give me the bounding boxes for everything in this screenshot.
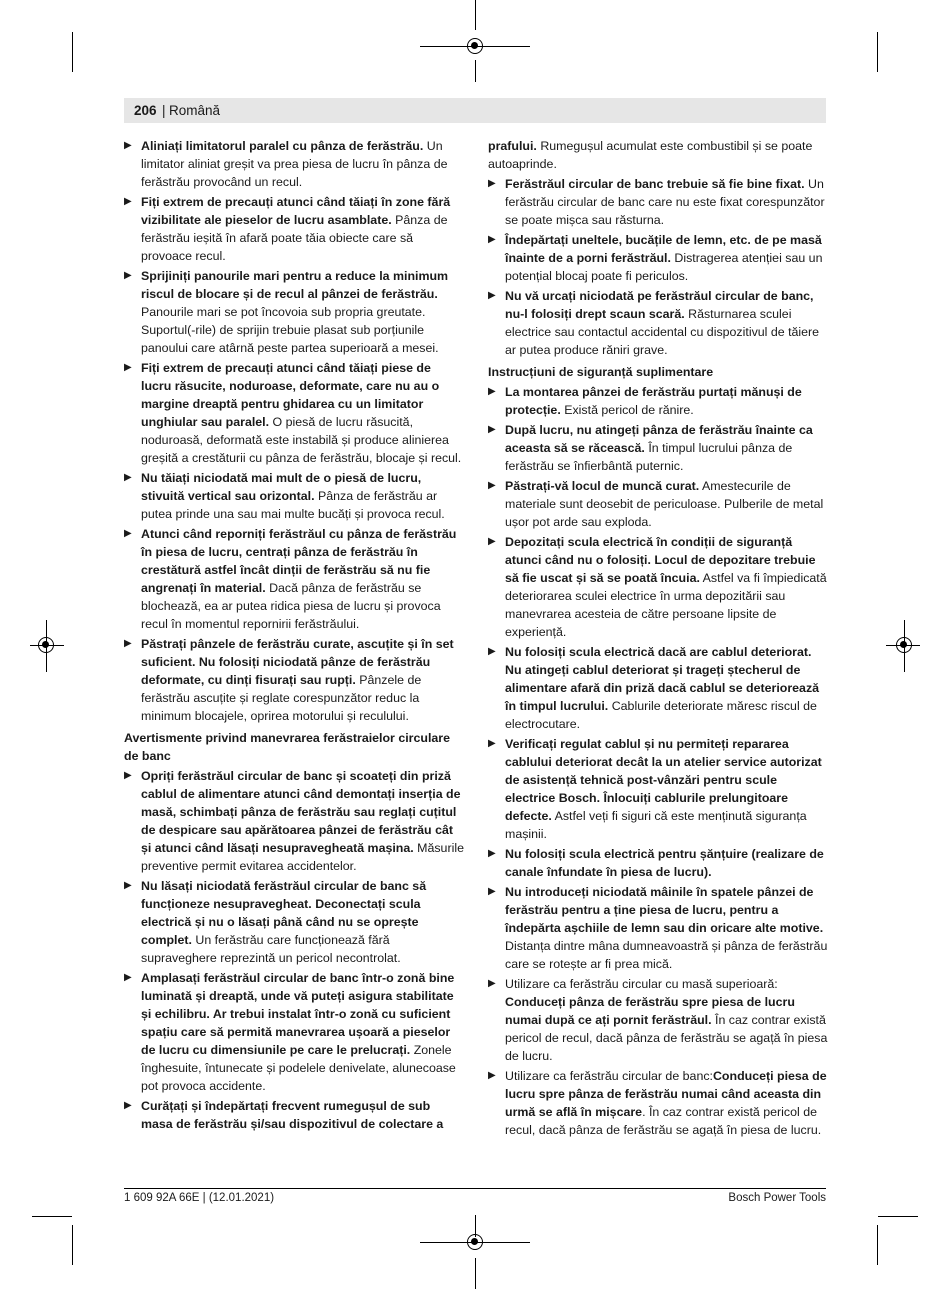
item-bold-text: Nu folosiți scula electrică dacă are cablul deteriorat. Nu atingeți cablul deteriorat și trageți ștecherul de alimentare afară din priză dacă cablul se deteriorează în timpul lucrului. [505, 645, 820, 713]
item-bold-text: Verificați regulat cablul și nu permiteți repararea cablului deteriorat decât la un atelier service autorizat de asistență tehnică post-vânzări pentru scule electrice Bosch. Înlocuiți cablurile prelungitoare defecte. [505, 737, 822, 823]
bullet-item [488, 975, 828, 1065]
item-text: Distanța dintre mâna dumneavoastră și pânza de ferăstrău care se rotește ar fi prea mică. [505, 939, 828, 971]
bullet-item [488, 421, 828, 475]
item-text: În timpul lucrului pânza de ferăstrău se înfierbântă puternic. [505, 441, 793, 473]
registration-mark-icon [896, 637, 912, 653]
item-bold-text: Depozitați scula electrică în condiții de siguranță atunci când nu o folosiți. Locul de depozitare trebuie să fie uscat și să se poată încuia. [505, 535, 816, 585]
bullet-arrow-icon: ▶ [124, 472, 132, 483]
item-bold-text: Nu introduceți niciodată mâinile în spatele pânzei de ferăstrău pentru a ține piesa de lucru, pentru a îndepărta așchiile de lemn sau din oricare alte motive. [505, 885, 824, 935]
header-separator: | [162, 103, 166, 118]
footer-doc-id: 1 609 92A 66E | (12.01.2021) [124, 1192, 275, 1204]
item-bold-text: După lucru, nu atingeți pânza de ferăstrău înainte ca aceasta să se răcească. [505, 423, 813, 455]
bullet-item [488, 287, 828, 359]
page-header [124, 98, 826, 123]
continued-paragraph [488, 137, 828, 173]
item-text: Măsurile preventive permit evitarea accidentelor. [141, 841, 464, 873]
bullet-item [124, 469, 464, 523]
bullet-arrow-icon: ▶ [488, 1070, 496, 1081]
item-bold-text: Atunci când reporniți ferăstrăul cu pânza de ferăstrău în piesa de lucru, centrați pânza de ferăstrău în crestătură astfel încât dinții de ferăstrău să nu fie angrenați în material. [141, 527, 457, 595]
bullet-arrow-icon: ▶ [488, 738, 496, 749]
bullet-item [124, 137, 464, 191]
bullet-arrow-icon: ▶ [488, 386, 496, 397]
item-bold-text: prafului. [488, 139, 537, 153]
bullet-arrow-icon: ▶ [124, 972, 132, 983]
item-bold-text: Păstrați pânzele de ferăstrău curate, ascuțite și în set suficient. Nu folosiți niciodată pânze de ferăstrău deformate, cu dinți fisurați sau rupți. [141, 637, 454, 687]
item-prefix: Utilizare ca ferăstrău circular cu masă superioară: [505, 977, 778, 991]
item-text: Zonele înghesuite, întunecate și podelele denivelate, alunecoase pot provoca accidente. [141, 1043, 456, 1093]
item-bold-text: Fiți extrem de precauți atunci când tăiați în zone fără vizibilitate ale pieselor de lucru asamblate. [141, 195, 451, 227]
item-text: . În caz contrar există pericol de recul, dacă pânza de ferăstrău se agață în piesa de lucru. [505, 1105, 822, 1137]
item-text: Dacă pânza de ferăstrău se blochează, ea ar putea ridica piesa de lucru și provoca recul în momentul repornirii ferăstrăului. [141, 581, 441, 631]
bullet-arrow-icon: ▶ [488, 886, 496, 897]
bullet-arrow-icon: ▶ [124, 880, 132, 891]
item-text: Panourile mari se pot încovoia sub propria greutate. Suportul(-rile) de sprijin trebuie plasat sub porțiunile panoului care atârnă peste partea superioară a mesei. [141, 305, 439, 355]
item-text: Astfel va fi împiedicată deteriorarea sculei electrice în urma depozitării sau manevrarea acesteia de către persoane lipsite de experiență. [505, 571, 827, 639]
crop-mark [877, 1225, 878, 1265]
crop-mark [475, 1258, 476, 1289]
bullet-item [124, 267, 464, 357]
item-text: Un limitator aliniat greșit va prea piesa de lucru în pânza de ferăstrău provocând un recul. [141, 139, 448, 189]
item-text: În caz contrar există pericol de recul, dacă pânza de ferăstrău se agață în piesa de lucru. [505, 1013, 828, 1063]
bullet-arrow-icon: ▶ [124, 1100, 132, 1111]
item-text: Un ferăstrău circular de banc care nu este fixat corespunzător se poate mișca sau răsturna. [505, 177, 825, 227]
item-text: Pânza de ferăstrău ieșită în afară poate tăia obiecte care să provoace recul. [141, 213, 448, 263]
bullet-item [488, 533, 828, 641]
item-text: Pânza de ferăstrău ar putea prinde una sau mai multe bucăți și provoca recul. [141, 489, 445, 521]
item-bold-text: Opriți ferăstrăul circular de banc și scoateți din priză cablul de alimentare atunci când demontați inserția de masă, schimbați pânza de ferăstrău sau reglați cuțitul de despicare sau apărătoarea pânzei de ferăstrău cât și atunci când lăsați nesupravegheată mașina. [141, 769, 461, 855]
registration-mark-icon [467, 38, 483, 54]
bullet-item [124, 525, 464, 633]
bullet-item [124, 877, 464, 967]
item-text: Distragerea atenției sau un potențial blocaj poate fi periculos. [505, 251, 823, 283]
crop-mark [475, 60, 476, 82]
item-bold-text: La montarea pânzei de ferăstrău purtați mănuși de protecție. [505, 385, 802, 417]
bullet-arrow-icon: ▶ [488, 848, 496, 859]
footer-rule [124, 1188, 826, 1189]
item-bold-text: Amplasați ferăstrăul circular de banc într-o zonă bine luminată și dreaptă, unde vă puteți asigura stabilitate și echilibru. Ar trebui instalat într-o zonă cu suficient spațiu care să permită manevrarea ușoară a pieselor de lucru cu dimensiunile pe care le prelucrați. [141, 971, 455, 1057]
bullet-arrow-icon: ▶ [124, 362, 132, 373]
bullet-item [488, 477, 828, 531]
item-text: Pânzele de ferăstrău ascuțite și reglate corespunzător reduc la minimum blocajele, oprirea motorului și reculului. [141, 673, 422, 723]
bullet-item [488, 1067, 828, 1139]
bullet-arrow-icon: ▶ [124, 196, 132, 207]
header-language: Română [169, 103, 221, 118]
bullet-arrow-icon: ▶ [488, 424, 496, 435]
item-bold-text: Ferăstrăul circular de banc trebuie să fie bine fixat. [505, 177, 805, 191]
bullet-item [124, 193, 464, 265]
bullet-arrow-icon: ▶ [488, 536, 496, 547]
item-text: Răsturnarea sculei electrice sau contactul accidental cu dispozitivul de tăiere ar putea produce răniri grave. [505, 307, 820, 357]
bullet-arrow-icon: ▶ [124, 140, 132, 151]
item-bold-text: Nu lăsați niciodată ferăstrăul circular de banc să funcționeze nesupravegheat. Deconectați scula electrică și nu o lăsați până când nu se oprește complet. [141, 879, 427, 947]
bullet-arrow-icon: ▶ [488, 290, 496, 301]
bullet-arrow-icon: ▶ [488, 480, 496, 491]
bullet-arrow-icon: ▶ [124, 528, 132, 539]
bullet-item [488, 883, 828, 973]
bullet-item [488, 383, 828, 419]
item-text: Astfel veți fi siguri că este menținută siguranța mașinii. [505, 809, 807, 841]
bullet-arrow-icon: ▶ [124, 638, 132, 649]
item-text: Cablurile deteriorate măresc riscul de electrocutare. [505, 699, 817, 731]
bullet-item [124, 359, 464, 467]
crop-mark [878, 1216, 918, 1217]
item-bold-text: Îndepărtați uneltele, bucățile de lemn, etc. de pe masă înainte de a porni ferăstrăul. [505, 233, 822, 265]
item-bold-text: Nu folosiți scula electrică pentru șănțuire (realizare de canale înfundate în piesa de lucru). [505, 847, 824, 879]
bullet-item [488, 643, 828, 733]
item-bold-text: Aliniați limitatorul paralel cu pânza de ferăstrău. [141, 139, 424, 153]
bullet-arrow-icon: ▶ [488, 178, 496, 189]
item-bold-text: Nu vă urcați niciodată pe ferăstrăul circular de banc, nu-l folosiți drept scaun scară. [505, 289, 814, 321]
registration-mark-icon [38, 637, 54, 653]
crop-mark [32, 1216, 72, 1217]
item-bold-text: Nu tăiați niciodată mai mult de o piesă de lucru, stivuită vertical sau orizontal. [141, 471, 422, 503]
bullet-arrow-icon: ▶ [488, 978, 496, 989]
bullet-arrow-icon: ▶ [488, 234, 496, 245]
bullet-item [124, 969, 464, 1095]
item-text: Rumegușul acumulat este combustibil și se poate autoaprinde. [488, 139, 813, 171]
item-bold-text: Curățați și îndepărtați frecvent rumegușul de sub masa de ferăstrău și/sau dispozitivul de colectare a [141, 1099, 444, 1131]
bullet-item [488, 735, 828, 843]
crop-mark [877, 32, 878, 72]
item-bold-text: Sprijiniți panourile mari pentru a reduce la minimum riscul de blocare și de recul al pânzei de ferăstrău. [141, 269, 449, 301]
item-text: Există pericol de rănire. [560, 403, 694, 417]
bullet-item [488, 231, 828, 285]
item-text: Amestecurile de materiale sunt deosebit de periculoase. Pulberile de metal ușor pot arde sau exploda. [505, 479, 824, 529]
bullet-item [124, 767, 464, 875]
bullet-item [124, 1097, 464, 1133]
bullet-arrow-icon: ▶ [124, 270, 132, 281]
left-column [124, 137, 464, 1135]
bullet-item [488, 845, 828, 881]
bullet-arrow-icon: ▶ [488, 646, 496, 657]
item-bold-text: Conduceți piesa de lucru spre pânza de ferăstrău numai când aceasta din urmă se află în mișcare [505, 1069, 827, 1119]
item-text: Un ferăstrău care funcționează fără supraveghere reprezintă un pericol necontrolat. [141, 933, 401, 965]
bullet-arrow-icon: ▶ [124, 770, 132, 781]
section-heading: Instrucțiuni de siguranță suplimentare [488, 365, 714, 379]
item-prefix: Utilizare ca ferăstrău circular de banc: [505, 1069, 713, 1083]
item-bold-text: Păstrați-vă locul de muncă curat. [505, 479, 700, 493]
bullet-item [488, 175, 828, 229]
item-bold-text: Fiți extrem de precauți atunci când tăiați piese de lucru răsucite, noduroase, deformate, care nu au o margine dreaptă pentru ghidarea cu un limitator unghiular sau paralel. [141, 361, 440, 429]
page-number: 206 [134, 103, 157, 118]
crop-mark [72, 32, 73, 72]
bullet-item [124, 635, 464, 725]
crop-mark [475, 0, 476, 30]
item-bold-text: Conduceți pânza de ferăstrău spre piesa de lucru numai după ce ați pornit ferăstrăul. [505, 995, 795, 1027]
crop-mark [72, 1225, 73, 1265]
item-text: O piesă de lucru răsucită, noduroasă, deformată este instabilă și produce alinierea greșită a crestăturii cu pânza de ferăstrău, blocaje și recul. [141, 415, 462, 465]
registration-mark-icon [467, 1234, 483, 1250]
right-column [488, 137, 828, 1141]
footer-brand: Bosch Power Tools [728, 1192, 826, 1204]
section-heading: Avertismente privind manevrarea ferăstraielor circulare de banc [124, 731, 450, 763]
